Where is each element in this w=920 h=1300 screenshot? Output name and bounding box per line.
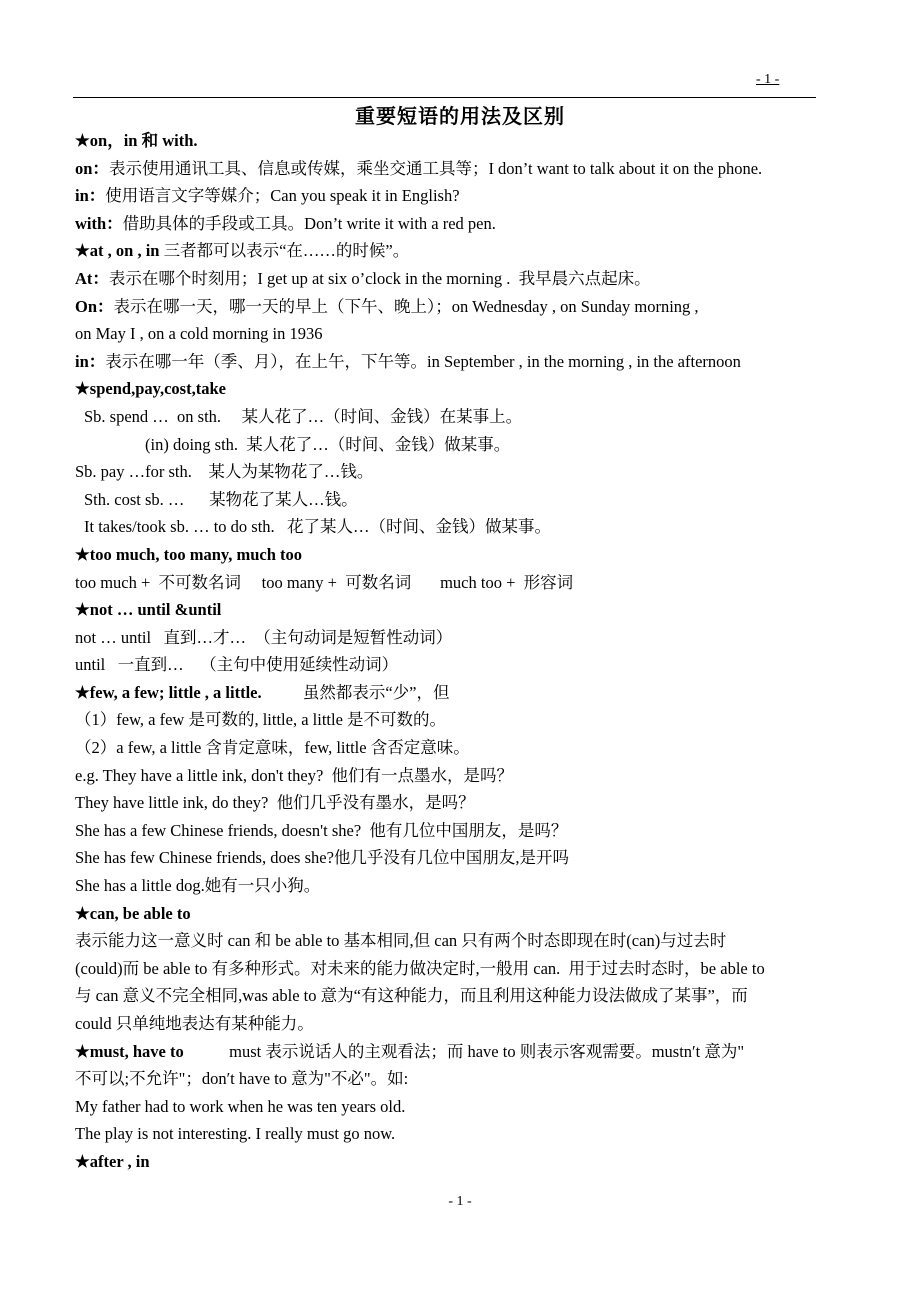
bold-heading: On： bbox=[75, 296, 114, 316]
bold-heading: At： bbox=[75, 268, 109, 288]
line-text: until 一直到… （主句中使用延续性动词） bbox=[75, 655, 399, 675]
line-text: 使用语言文字等媒介；Can you speak it in English? bbox=[105, 186, 460, 206]
line-text: 不可以;不允许"；don′t have to 意为"不必"。如: bbox=[75, 1069, 409, 1089]
line-text: must 表示说话人的主观看法；而 have to 则表示客观需要。mustn′t 意为" bbox=[183, 1041, 745, 1061]
line-text: could 只单纯地表达有某种能力。 bbox=[75, 1014, 314, 1033]
bold-heading: ★few, a few; little , a little. bbox=[75, 682, 262, 702]
bold-heading: with： bbox=[75, 213, 123, 233]
text-line bbox=[75, 624, 855, 652]
text-line bbox=[75, 651, 855, 679]
text-line bbox=[75, 927, 855, 955]
line-text: 表示在哪一年（季、月），在上午，下午等。in September , in the morning , in the afternoon bbox=[105, 351, 741, 371]
text-line bbox=[75, 817, 855, 845]
line-text: e.g. They have a little ink, don't they? 他们有一点墨水，是吗？ bbox=[75, 765, 514, 785]
line-text: My father had to work when he was ten years old. bbox=[75, 1096, 406, 1116]
text-line bbox=[75, 458, 855, 486]
line-text: She has a little dog.她有一只小狗。 bbox=[75, 876, 321, 896]
line-text: 与 can 意义不完全相同,was able to 意为“有这种能力，而且利用这种能力设法做成了某事”，而 bbox=[75, 986, 748, 1006]
line-text: （2）a few, a little 含肯定意味，few, little 含否定意味。 bbox=[75, 738, 470, 758]
bold-heading: in： bbox=[75, 186, 106, 206]
text-line bbox=[75, 182, 855, 210]
line-text: 三者都可以表示“在……的时候”。 bbox=[159, 241, 410, 261]
bold-heading: ★must, have to bbox=[75, 1041, 184, 1061]
text-line bbox=[75, 1065, 855, 1093]
line-text: Sb. pay …for sth. 某人为某物花了…钱。 bbox=[75, 462, 374, 482]
bold-heading: ★on，in 和 with. bbox=[75, 131, 198, 150]
text-line bbox=[75, 1010, 855, 1038]
text-line bbox=[75, 210, 855, 238]
line-text: Sb. spend … on sth. 某人花了…（时间、金钱）在某事上。 bbox=[84, 406, 523, 426]
text-line bbox=[75, 1038, 855, 1066]
line-text: It takes/took sb. … to do sth. 花了某人…（时间、金钱）做某事。 bbox=[84, 517, 552, 537]
text-line bbox=[75, 375, 855, 403]
bold-heading: ★not … until &until bbox=[75, 600, 222, 620]
line-text: on May I , on a cold morning in 1936 bbox=[75, 324, 323, 344]
line-text: 表示使用通讯工具、信息或传媒，乘坐交通工具等；I don’t want to talk about it on the phone. bbox=[108, 158, 763, 178]
text-line bbox=[75, 237, 855, 265]
line-text: （1）few, a few 是可数的, little, a little 是不可数的。 bbox=[75, 710, 447, 730]
text-line bbox=[75, 1093, 855, 1121]
line-text: (in) doing sth. 某人花了…（时间、金钱）做某事。 bbox=[145, 434, 511, 454]
text-line bbox=[75, 844, 855, 872]
line-text: not … until 直到…才… （主句动词是短暂性动词） bbox=[75, 627, 453, 647]
line-text: 虽然都表示“少”，但 bbox=[261, 682, 450, 702]
text-line bbox=[75, 265, 855, 293]
line-text: (could)而 be able to 有多种形式。对未来的能力做决定时,一般用 can. 用于过去时态时，be able to bbox=[75, 958, 765, 978]
text-line bbox=[75, 155, 855, 183]
line-text: 借助具体的手段或工具。Don’t write it with a red pen. bbox=[122, 213, 496, 233]
bold-heading: ★spend,pay,cost,take bbox=[75, 379, 226, 399]
text-line bbox=[75, 734, 855, 762]
text-line bbox=[75, 1120, 855, 1148]
text-line bbox=[75, 679, 855, 707]
text-line bbox=[75, 403, 855, 431]
text-line bbox=[75, 569, 855, 597]
text-line bbox=[75, 486, 855, 514]
line-text: She has few Chinese friends, does she?他几乎没有几位中国朋友,是开吗 bbox=[75, 848, 570, 868]
line-text: 表示在哪一天，哪一天的早上（下午、晚上）；on Wednesday , on Sunday morning , bbox=[113, 296, 699, 316]
text-line bbox=[75, 900, 855, 928]
bold-heading: on： bbox=[75, 158, 109, 178]
bold-heading: ★at , on , in bbox=[75, 241, 160, 261]
line-text: too much + 不可数名词 too many + 可数名词 much too + 形容词 bbox=[75, 572, 574, 592]
line-text: The play is not interesting. I really must go now. bbox=[75, 1124, 396, 1144]
page-title: 重要短语的用法及区别 bbox=[355, 106, 565, 128]
header-page-number: - 1 - bbox=[756, 72, 780, 87]
text-line bbox=[75, 706, 855, 734]
footer-page-number: - 1 - bbox=[448, 1194, 472, 1209]
text-line bbox=[75, 431, 855, 459]
text-line bbox=[75, 955, 855, 983]
text-line bbox=[75, 127, 855, 155]
line-text: 表示能力这一意义时 can 和 be able to 基本相同,但 can 只有两个时态即现在时(can)与过去时 bbox=[75, 931, 727, 951]
line-text: She has a few Chinese friends, doesn't she? 他有几位中国朋友，是吗？ bbox=[75, 820, 568, 840]
text-line bbox=[75, 982, 855, 1010]
text-line bbox=[75, 596, 855, 624]
text-line bbox=[75, 513, 855, 541]
bold-heading: in： bbox=[75, 351, 106, 371]
text-line bbox=[75, 789, 855, 817]
line-text: Sth. cost sb. … 某物花了某人…钱。 bbox=[84, 489, 358, 509]
text-line bbox=[75, 541, 855, 569]
text-line bbox=[75, 762, 855, 790]
text-line bbox=[75, 872, 855, 900]
bold-heading: ★after , in bbox=[75, 1151, 150, 1171]
bold-heading: ★can, be able to bbox=[75, 903, 191, 923]
line-text: They have little ink, do they? 他们几乎没有墨水，是吗？ bbox=[75, 793, 475, 813]
text-line bbox=[75, 293, 855, 321]
text-line bbox=[75, 1148, 855, 1176]
header-rule bbox=[73, 97, 816, 98]
line-text: 表示在哪个时刻用；I get up at six o’clock in the morning . 我早晨六点起床。 bbox=[108, 268, 651, 288]
document-body bbox=[75, 127, 855, 1176]
bold-heading: ★too much, too many, much too bbox=[75, 544, 303, 564]
text-line bbox=[75, 348, 855, 376]
text-line bbox=[75, 320, 855, 348]
